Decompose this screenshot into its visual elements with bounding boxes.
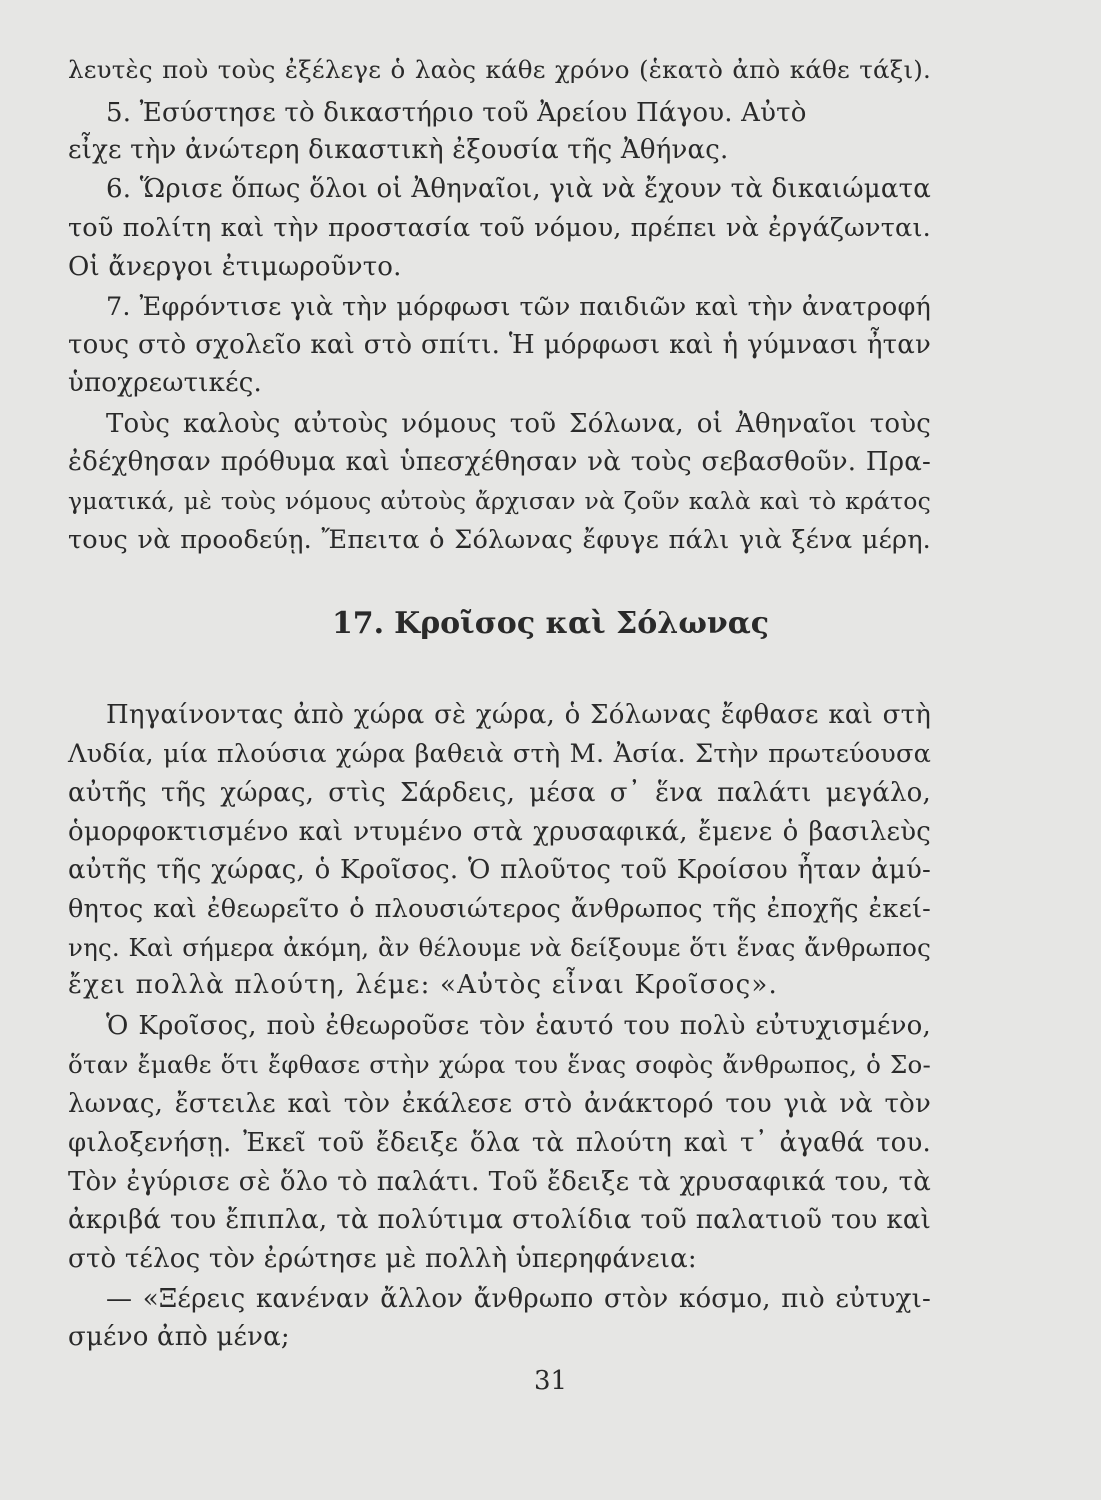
text-line: — «Ξέρεις κανέναν ἄλλον ἄνθρωπο στὸν κόσμο, πιὸ εὐτυχι- (106, 1284, 931, 1314)
text-line: Τοὺς καλοὺς αὐτοὺς νόμους τοῦ Σόλωνα, οἱ Ἀθηναῖοι τοὺς (106, 409, 931, 439)
text-line: αὐτῆς τῆς χώρας, στὶς Σάρδεις, μέσα σ᾿ ἕνα παλάτι μεγάλο, (68, 778, 931, 808)
text-line: ἔχει πολλὰ πλούτη, λέμε: «Αὐτὸς εἶναι Κροῖσος». (68, 970, 778, 1000)
chapter-heading (0, 604, 1101, 644)
text-line: γματικά, μὲ τοὺς νόμους αὐτοὺς ἄρχισαν νὰ ζοῦν καλὰ καὶ τὸ κράτος (68, 487, 931, 515)
text-line: λευτὲς ποὺ τοὺς ἐξέλεγε ὁ λαὸς κάθε χρόνο (ἑκατὸ ἀπὸ κάθε τάξι). (68, 55, 931, 84)
text-line: Οἱ ἄνεργοι ἐτιμωροῦντο. (68, 252, 402, 282)
text-line: νης. Καὶ σήμερα ἀκόμη, ἂν θέλουμε νὰ δείξουμε ὅτι ἕνας ἄνθρωπος (68, 933, 931, 962)
text-line: θητος καὶ ἐθεωρεῖτο ὁ πλουσιώτερος ἄνθρωπος τῆς ἐποχῆς ἐκεί- (68, 894, 931, 924)
text-line: τους νὰ προοδεύῃ. Ἔπειτα ὁ Σόλωνας ἔφυγε πάλι γιὰ ξένα μέρη. (68, 525, 931, 555)
text-line: 6. Ὥρισε ὅπως ὅλοι οἱ Ἀθηναῖοι, γιὰ νὰ ἔχουν τὰ δικαιώματα (106, 174, 931, 204)
text-line: Τὸν ἐγύρισε σὲ ὅλο τὸ παλάτι. Τοῦ ἔδειξε τὰ χρυσαφικά του, τὰ (68, 1167, 931, 1197)
text-line: εἶχε τὴν ἀνώτερη δικαστικὴ ἐξουσία τῆς Ἀθήνας. (68, 135, 729, 165)
text-line: τους στὸ σχολεῖο καὶ στὸ σπίτι. Ἡ μόρφωσι καὶ ἡ γύμνασι ἦταν (68, 330, 931, 360)
text-line: τοῦ πολίτη καὶ τὴν προστασία τοῦ νόμου, πρέπει νὰ ἐργάζωνται. (68, 213, 931, 243)
text-line: 5. Ἐσύστησε τὸ δικαστήριο τοῦ Ἀρείου Πάγου. Αὐτὸ (106, 98, 807, 128)
text-line: ὁμορφοκτισμένο καὶ ντυμένο στὰ χρυσαφικά, ἔμενε ὁ βασιλεὺς (68, 817, 931, 847)
text-line: στὸ τέλος τὸν ἐρώτησε μὲ πολλὴ ὑπερηφάνεια: (68, 1244, 697, 1274)
text-line: Λυδία, μία πλούσια χώρα βαθειὰ στὴ Μ. Ἀσία. Στὴν πρωτεύουσα (68, 739, 931, 769)
chapter-number: 17. (331, 606, 385, 641)
text-line: ἀκριβά του ἔπιπλα, τὰ πολύτιμα στολίδια τοῦ παλατιοῦ του καὶ (68, 1205, 931, 1235)
text-line: Πηγαίνοντας ἀπὸ χώρα σὲ χώρα, ὁ Σόλωνας ἔφθασε καὶ στὴ (106, 700, 931, 730)
text-line: ὑποχρεωτικές. (68, 368, 262, 398)
text-line: 7. Ἐφρόντισε γιὰ τὴν μόρφωσι τῶν παιδιῶν καὶ τὴν ἀνατροφή (106, 292, 931, 322)
text-line: ἐδέχθησαν πρόθυμα καὶ ὑπεσχέθησαν νὰ τοὺς σεβασθοῦν. Πρα- (68, 447, 931, 477)
chapter-title: Κροῖσος καὶ Σόλωνας (394, 606, 770, 641)
page-number: 31 (533, 1366, 568, 1396)
text-line: αὐτῆς τῆς χώρας, ὁ Κροῖσος. Ὁ πλοῦτος τοῦ Κροίσου ἦταν ἀμύ- (68, 855, 931, 885)
text-line: φιλοξενήσῃ. Ἐκεῖ τοῦ ἔδειξε ὅλα τὰ πλούτη καὶ τ᾿ ἀγαθά του. (68, 1128, 931, 1158)
text-line: ὅταν ἔμαθε ὅτι ἔφθασε στὴν χώρα του ἕνας σοφὸς ἄνθρωπος, ὁ Σο- (68, 1050, 931, 1079)
text-line: λωνας, ἔστειλε καὶ τὸν ἐκάλεσε στὸ ἀνάκτορό του γιὰ νὰ τὸν (68, 1089, 931, 1119)
text-line: Ὁ Κροῖσος, ποὺ ἐθεωροῦσε τὸν ἑαυτό του πολὺ εὐτυχισμένο, (106, 1011, 931, 1041)
text-line: σμένο ἀπὸ μένα; (68, 1322, 290, 1352)
